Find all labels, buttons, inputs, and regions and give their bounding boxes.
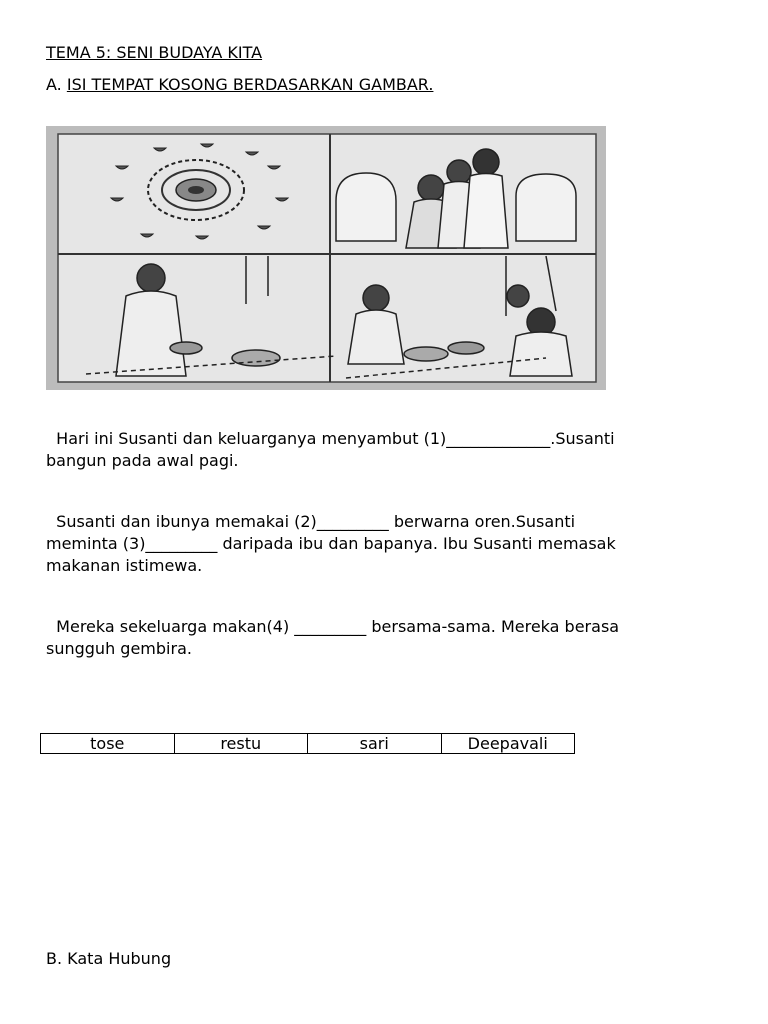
paragraph-2	[46, 511, 616, 577]
paragraph-2-line-3: makanan istimewa.	[46, 556, 203, 575]
word-bank-cell: Deepavali	[441, 734, 575, 754]
word-bank-row	[41, 734, 575, 754]
section-a-prefix: A.	[46, 75, 67, 94]
paragraph-1-line-2: bangun pada awal pagi.	[46, 451, 239, 470]
worksheet-heading: TEMA 5: SENI BUDAYA KITA	[46, 43, 263, 62]
paragraph-2-line-2: meminta (3)_________ daripada ibu dan bapanya. Ibu Susanti memasak	[46, 534, 616, 553]
paragraph-3	[46, 616, 619, 660]
paragraph-3-line-1: Mereka sekeluarga makan(4) _________ bersama-sama. Mereka berasa	[46, 617, 620, 636]
word-bank-table	[40, 733, 575, 754]
story-illustration-drawing	[46, 126, 606, 390]
paragraph-3-line-2: sungguh gembira.	[46, 639, 192, 658]
word-bank-cell: tose	[41, 734, 175, 754]
word-bank-cell: sari	[308, 734, 442, 754]
story-illustration	[46, 126, 606, 390]
section-b-title: B. Kata Hubung	[46, 949, 172, 968]
paragraph-2-line-1: Susanti dan ibunya memakai (2)_________ berwarna oren.Susanti	[46, 512, 576, 531]
section-a-instruction: ISI TEMPAT KOSONG BERDASARKAN GAMBAR.	[66, 75, 434, 94]
paragraph-1-line-1: Hari ini Susanti dan keluarganya menyambut (1)_____________.Susanti	[46, 429, 615, 448]
section-a-title	[46, 75, 433, 94]
word-bank-cell: restu	[174, 734, 308, 754]
paragraph-1	[46, 428, 615, 472]
